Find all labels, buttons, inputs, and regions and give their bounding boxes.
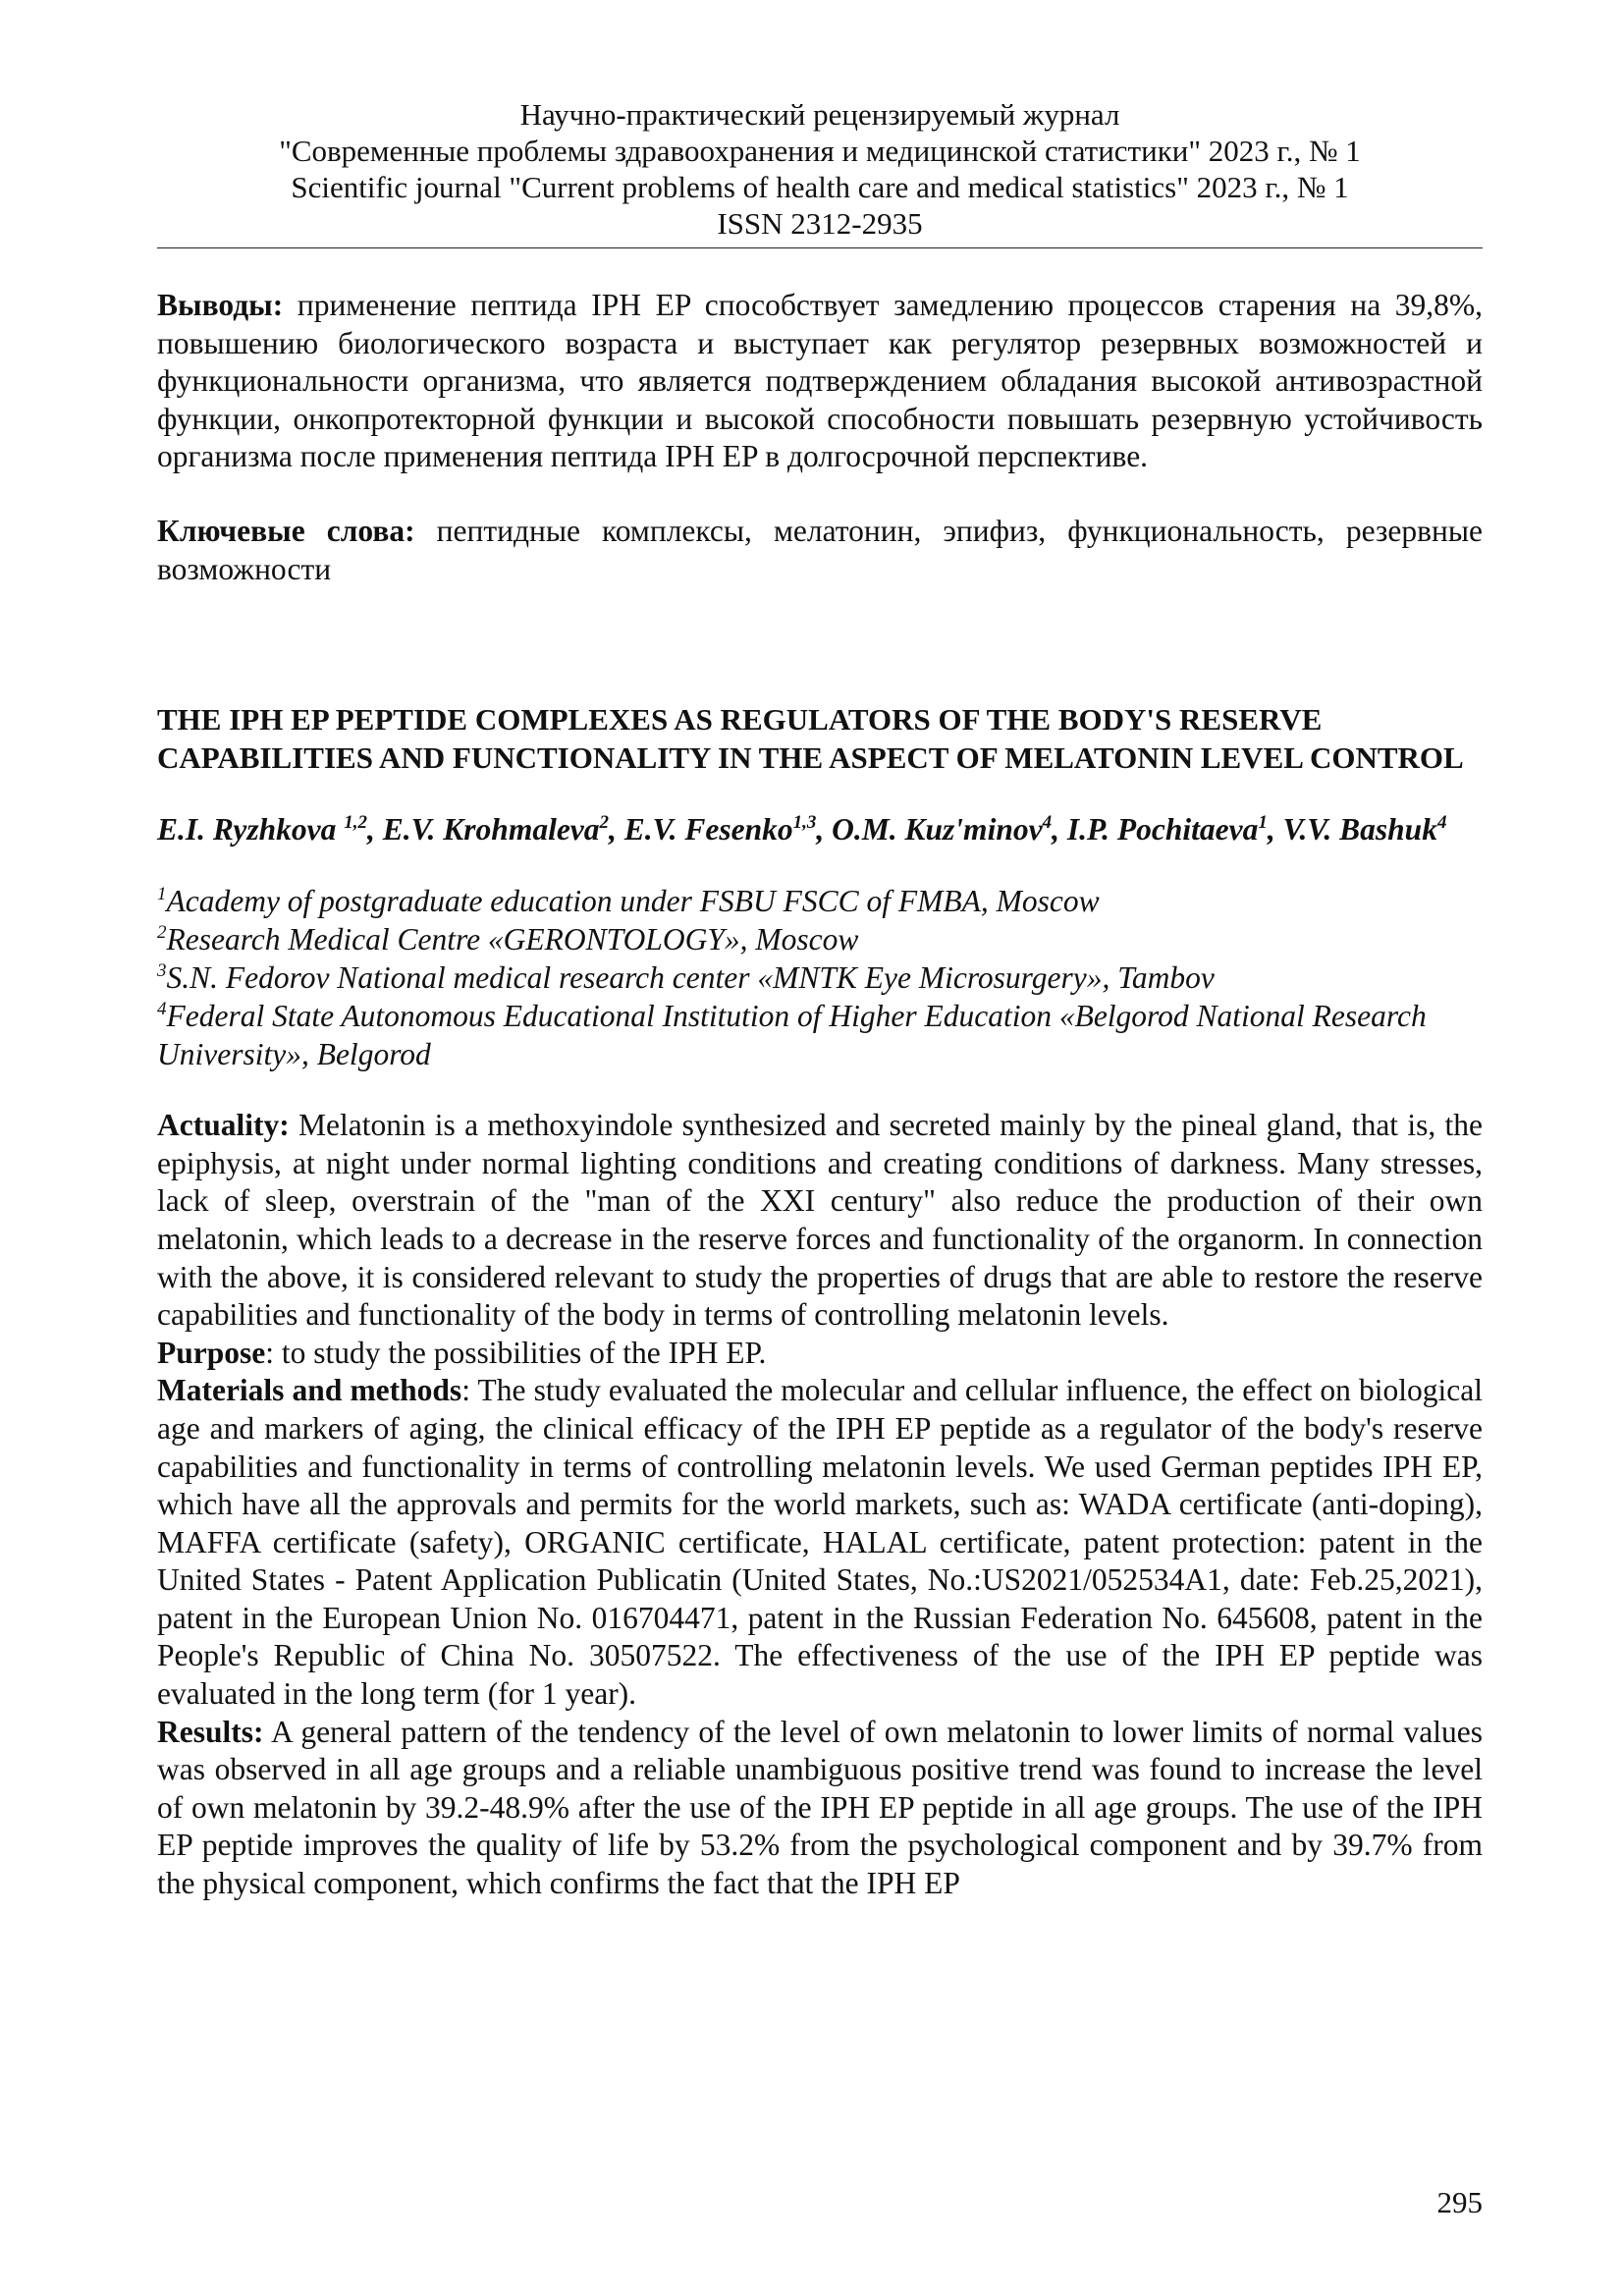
methods-paragraph [157, 1372, 1483, 1713]
author-1: E.I. Ryzhkova $^{1,2}$, [157, 812, 383, 847]
document-body [157, 287, 1483, 1903]
actuality-paragraph [157, 1107, 1483, 1335]
affiliation-1: $^1$Academy of postgraduate education under FSBU FSCC of FMBA, Moscow [157, 884, 1100, 919]
results-label: Results: [157, 1714, 264, 1749]
purpose-paragraph [157, 1335, 1483, 1373]
conclusions-text: применение пептида IPH EP способствует замедлению процессов старения на 39,8%, повышению биологического возраста и выступает как регулятор резервных возможностей и функциональности организма, что является подтверждением обладания высокой антивозрастной функции, онкопротекторной функции и высокой способности повышать резервную устойчивость организма после применения пептида IPH EP в долгосрочной перспективе. [157, 288, 1483, 474]
methods-label: Materials and methods [157, 1373, 462, 1408]
journal-header [157, 96, 1483, 248]
actuality-text: Melatonin is a methoxyindole synthesized and secreted mainly by the pineal gland, that is, the epiphysis, at night under normal lighting conditions and creating conditions of darkness. Many stresses, lack of sleep, overstrain of the "man of the XXI century" also reduce the production of their own melatonin, which leads to a decrease in the reserve forces and functionality of the organorm. In connection with the above, it is considered relevant to study the properties of drugs that are able to restore the reserve capabilities and functionality of the body in terms of controlling melatonin levels. [157, 1108, 1483, 1333]
page-number: 295 [1436, 2185, 1483, 2219]
author-4: O.M. Kuz'minov$^4$, [832, 812, 1067, 847]
affiliation-2: $^2$Research Medical Centre «GERONTOLOGY», Moscow [157, 922, 859, 957]
methods-text: : The study evaluated the molecular and cellular influence, the effect on biological age and markers of aging, the clinical efficacy of the IPH EP peptide as a regulator of the body's reserve capabilities and functionality in terms of controlling melatonin levels. We used German peptides IPH EP, which have all the approvals and permits for the world markets, such as: WADA certificate (anti-doping), MAFFA certificate (safety), ORGANIC certificate, HALAL certificate, patent protection: patent in the United States - Patent Application Publicatin (United States, No.:US2021/052534A1, date: Feb.25,2021), patent in the European Union No. 016704471, patent in the Russian Federation No. 645608, patent in the People's Republic of China No. 30507522. The effectiveness of the use of the IPH EP peptide was evaluated in the long term (for 1 year). [157, 1373, 1483, 1712]
authors-line [157, 810, 1483, 848]
affiliation-3: $^3$S.N. Fedorov National medical research center «MNTK Eye Microsurgery», Tambov [157, 960, 1215, 996]
actuality-label: Actuality: [157, 1108, 290, 1143]
affiliation-4: $^4$Federal State Autonomous Educational Institution of Higher Education «Belgorod National Research University», Belgorod [157, 999, 1427, 1072]
header-line-1: Научно-практический рецензируемый журнал [519, 97, 1120, 132]
affiliations [157, 882, 1483, 1073]
keywords-label: Ключевые слова: [157, 513, 415, 548]
author-6: V.V. Bashuk$^4$ [1282, 812, 1447, 847]
header-issn: ISSN 2312-2935 [717, 206, 923, 241]
author-2: E.V. Krohmaleva$^2$, [382, 812, 624, 847]
author-3: E.V. Fesenko$^{1,3}$, [623, 812, 833, 847]
results-text: A general pattern of the tendency of the level of own melatonin to lower limits of normal values was observed in all age groups and a reliable unambiguous positive trend was found to increase the level of own melatonin by 39.2-48.9% after the use of the IPH EP peptide in all age groups. The use of the IPH EP peptide improves the quality of life by 53.2% from the psychological component and by 39.7% from the physical component, which confirms the fact that the IPH EP [157, 1714, 1483, 1901]
header-line-2: "Современные проблемы здравоохранения и медицинской статистики" 2023 г., № 1 [279, 134, 1361, 168]
keywords-text: пептидные комплексы, мелатонин, эпифиз, функциональность, резервные возможности [157, 513, 1483, 586]
purpose-label: Purpose [157, 1335, 266, 1370]
conclusions-paragraph [157, 287, 1483, 476]
header-line-3: Scientific journal "Current problems of health care and medical statistics" 2023 г., № 1 [291, 170, 1349, 204]
article-title: THE IPH EP PEPTIDE COMPLEXES AS REGULATORS OF THE BODY'S RESERVE CAPABILITIES AND FUNCTIONALITY IN THE ASPECT OF MELATONIN LEVEL CONTROL [157, 702, 1464, 775]
conclusions-label: Выводы: [157, 288, 284, 322]
purpose-text: : to study the possibilities of the IPH EP. [265, 1335, 767, 1370]
keywords-paragraph [157, 513, 1483, 588]
results-paragraph [157, 1714, 1483, 1903]
author-5: I.P. Pochitaeva$^1$, [1066, 812, 1283, 847]
